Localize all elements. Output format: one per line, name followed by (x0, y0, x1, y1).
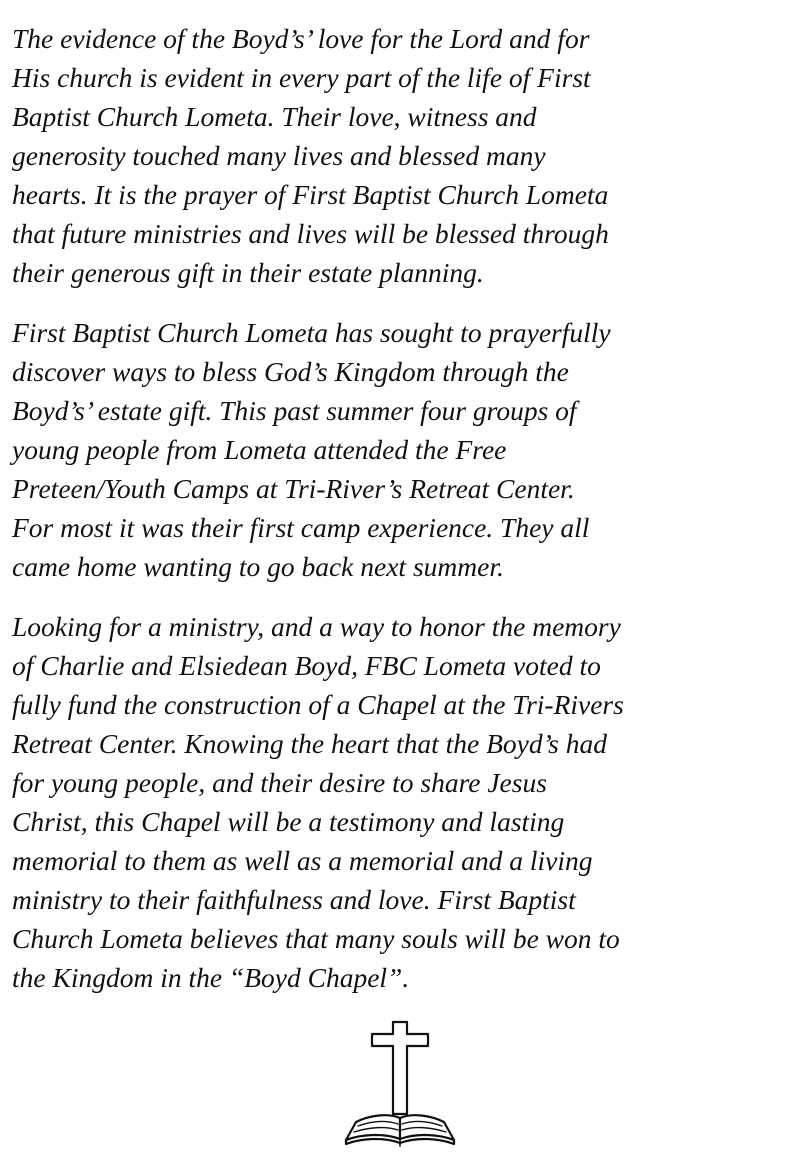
paragraph-line: For most it was their first camp experience. They all (12, 512, 590, 543)
paragraph-estate-gift (12, 313, 792, 586)
paragraph-line: hearts. It is the prayer of First Baptist Church Lometa (12, 179, 609, 210)
paragraph-line: Baptist Church Lometa. Their love, witness and (12, 101, 537, 132)
paragraph-line: the Kingdom in the “Boyd Chapel”. (12, 962, 410, 993)
paragraph-line: First Baptist Church Lometa has sought to prayerfully (12, 317, 611, 348)
paragraph-line: for young people, and their desire to share Jesus (12, 767, 547, 798)
paragraph-line: young people from Lometa attended the Free (12, 434, 507, 465)
paragraph-line: that future ministries and lives will be blessed through (12, 218, 609, 249)
paragraph-boyd-chapel (12, 607, 792, 997)
paragraph-line: discover ways to bless God’s Kingdom through the (12, 356, 569, 387)
cross-and-bible-icon (342, 1018, 458, 1150)
paragraph-line: Christ, this Chapel will be a testimony and lasting (12, 806, 565, 837)
paragraph-line: Preteen/Youth Camps at Tri-River’s Retreat Center. (12, 473, 575, 504)
paragraph-line: Church Lometa believes that many souls will be won to (12, 923, 620, 954)
paragraph-line: Looking for a ministry, and a way to honor the memory (12, 611, 621, 642)
paragraph-line: The evidence of the Boyd’s’ love for the Lord and for (12, 23, 590, 54)
paragraph-line: generosity touched many lives and blessed many (12, 140, 546, 171)
paragraph-line: fully fund the construction of a Chapel at the Tri-Rivers (12, 689, 624, 720)
paragraph-line: memorial to them as well as a memorial and a living (12, 845, 593, 876)
paragraph-line: came home wanting to go back next summer. (12, 551, 504, 582)
paragraph-boyd-love (12, 19, 792, 292)
paragraph-line: their generous gift in their estate planning. (12, 257, 484, 288)
paragraph-line: His church is evident in every part of the life of First (12, 62, 591, 93)
paragraph-line: of Charlie and Elsiedean Boyd, FBC Lometa voted to (12, 650, 601, 681)
paragraph-line: Retreat Center. Knowing the heart that the Boyd’s had (12, 728, 608, 759)
paragraph-line: ministry to their faithfulness and love. First Baptist (12, 884, 576, 915)
paragraph-line: Boyd’s’ estate gift. This past summer four groups of (12, 395, 577, 426)
